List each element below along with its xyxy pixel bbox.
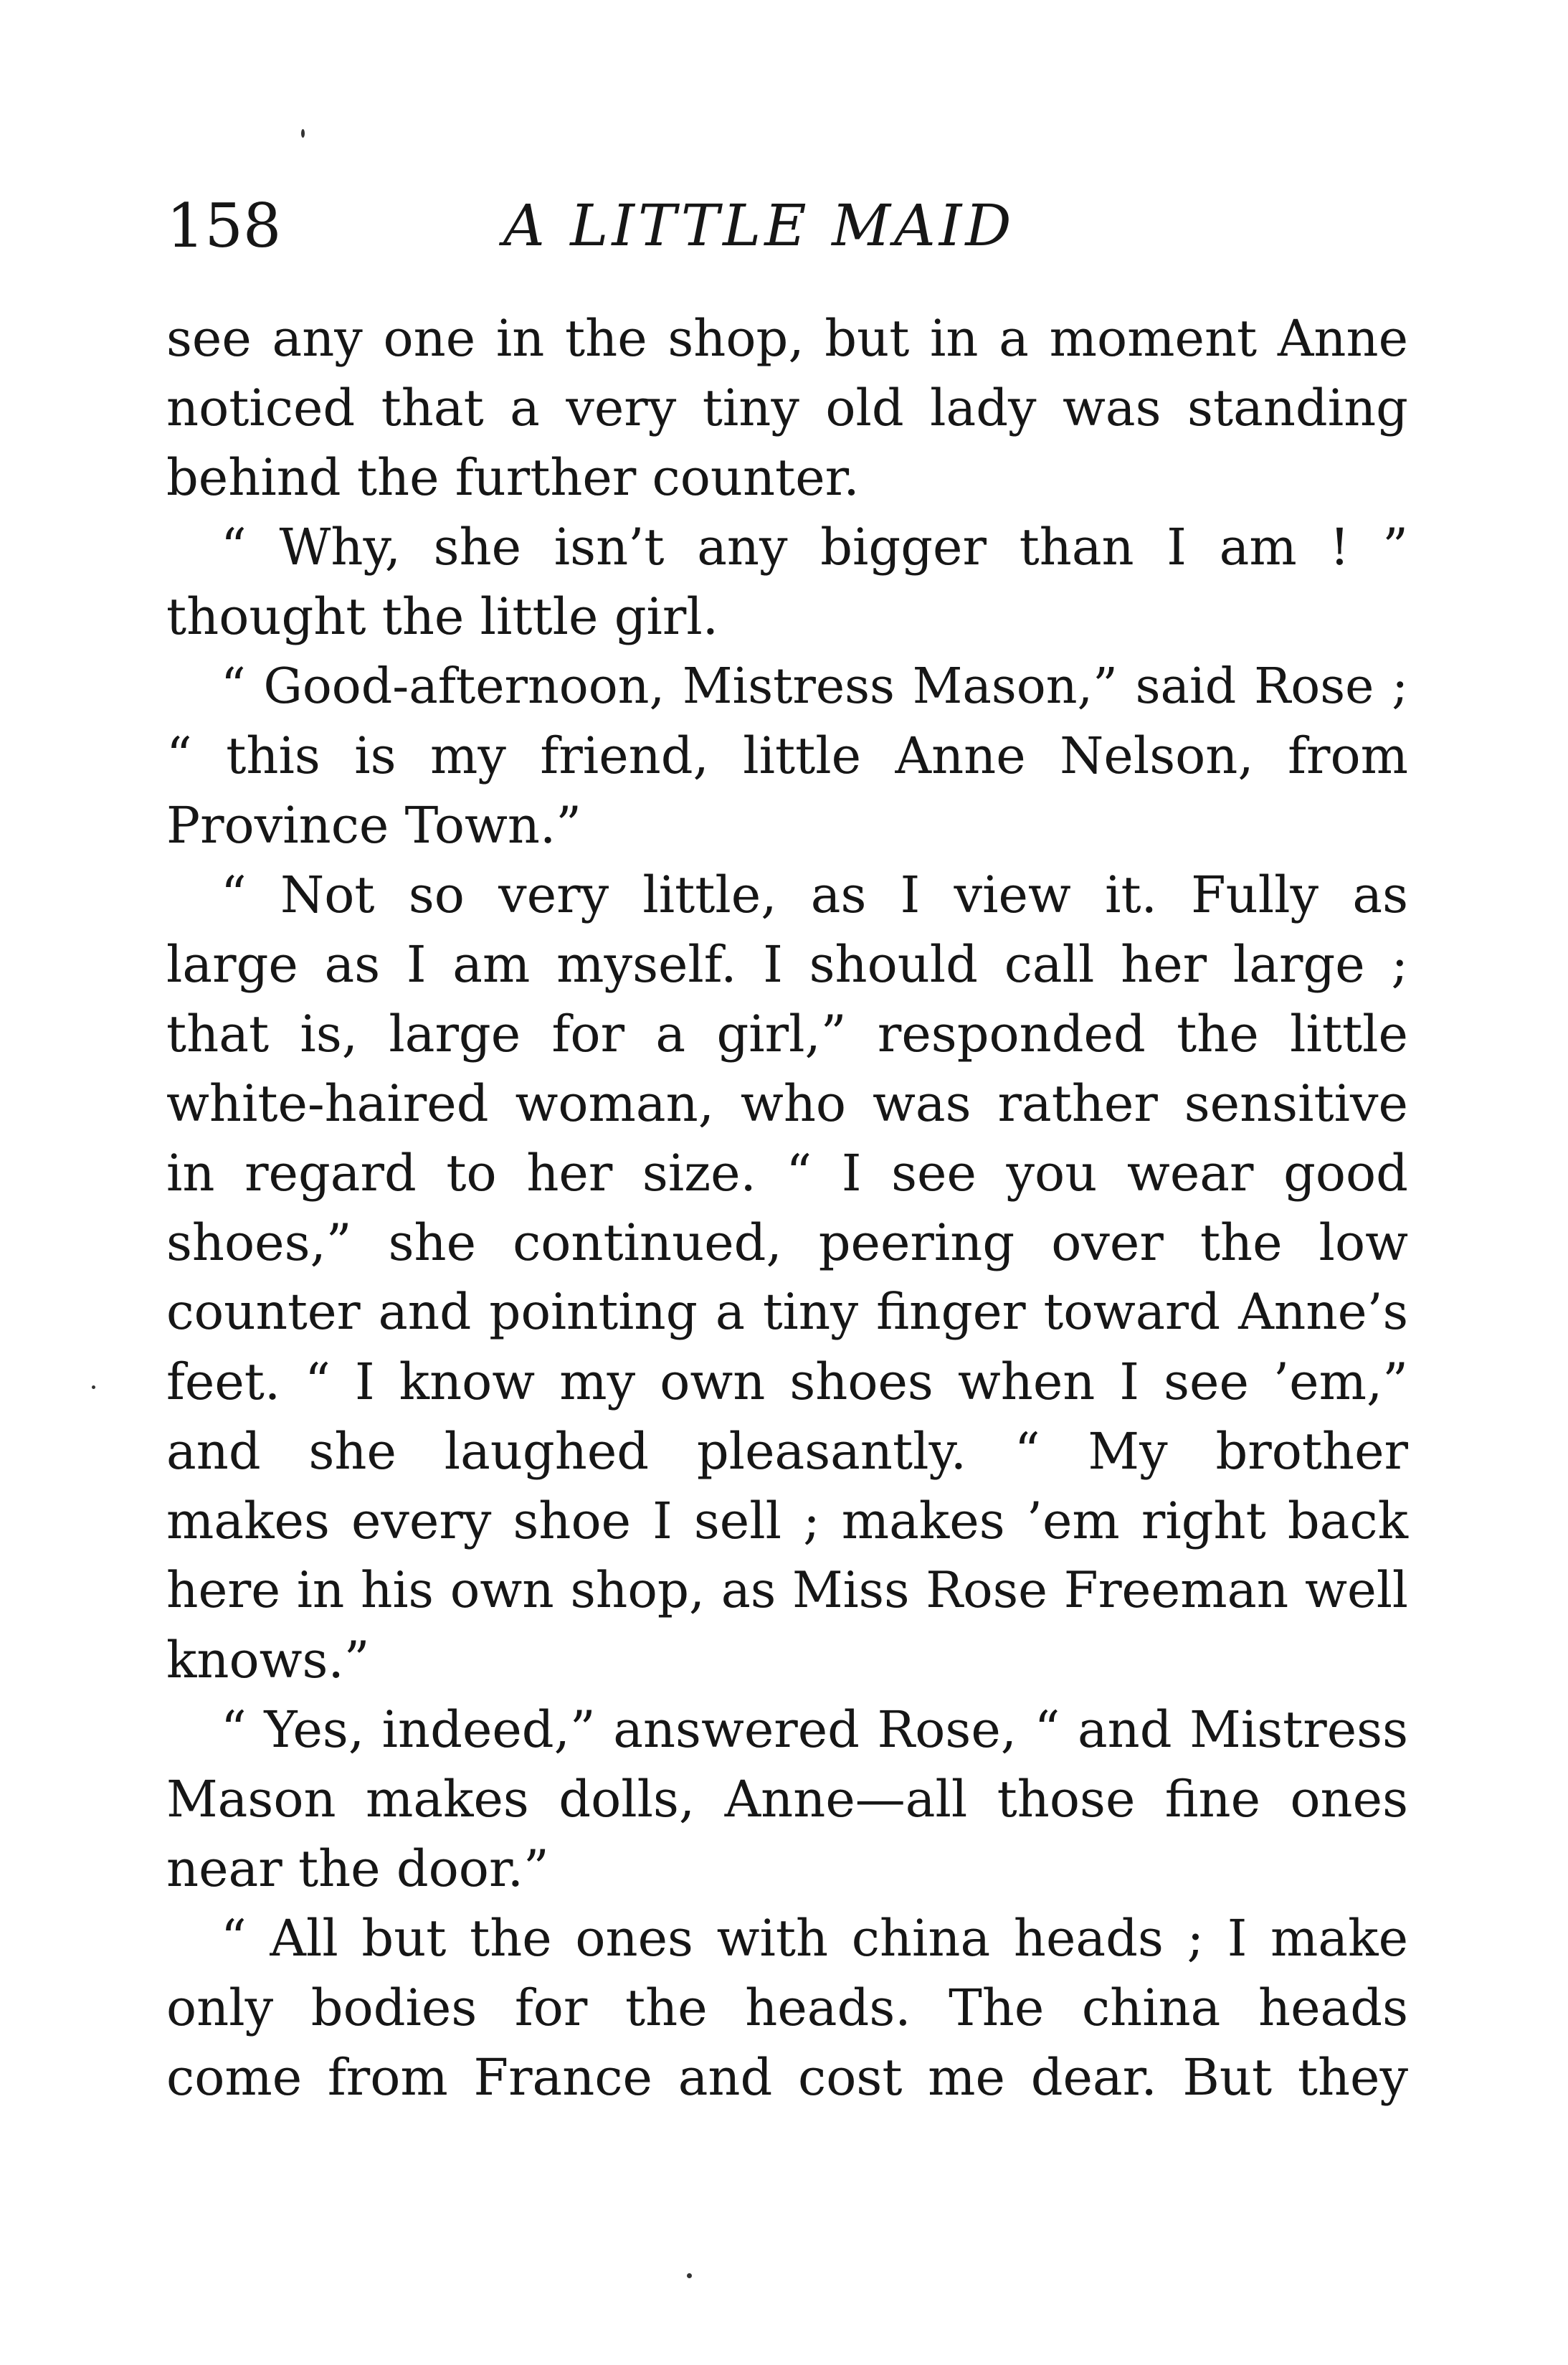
running-title: A LITTLE MAID	[503, 192, 1015, 259]
text-line: “ this is my friend, little Anne Nelson, from	[166, 726, 1408, 785]
print-speck-top	[301, 129, 305, 138]
text-line: behind the further counter.	[166, 448, 860, 507]
text-line: and she laughed pleasantly. “ My brother	[166, 1422, 1408, 1481]
text-line: only bodies for the heads. The china heads	[166, 1978, 1408, 2037]
text-line: counter and pointing a tiny finger toward Anne’s	[166, 1284, 1408, 1341]
text-line: in regard to her size. “ I see you wear good	[166, 1144, 1408, 1203]
text-line: feet. “ I know my own shoes when I see ’em,”	[166, 1352, 1408, 1411]
text-line: that is, large for a girl,” responded the little	[166, 1005, 1408, 1063]
text-line: come from France and cost me dear. But they	[166, 2048, 1408, 2107]
text-line: noticed that a very tiny old lady was standing	[166, 379, 1408, 437]
text-line: “ Why, she isn’t any bigger than I am ! ”	[221, 518, 1408, 577]
text-line: see any one in the shop, but in a moment Anne	[166, 309, 1408, 368]
page-number: 158	[166, 191, 282, 261]
text-line: here in his own shop, as Miss Rose Freeman well	[166, 1562, 1408, 1619]
text-line: “ Good-afternoon, Mistress Mason,” said Rose ;	[221, 658, 1408, 715]
text-line: shoes,” she continued, peering over the low	[166, 1213, 1408, 1272]
text-line: knows.”	[166, 1631, 370, 1689]
body-text	[166, 304, 1408, 2113]
text-line: large as I am myself. I should call her large ;	[166, 935, 1408, 994]
text-line: thought the little girl.	[166, 587, 718, 646]
text-line: “ All but the ones with china heads ; I make	[221, 1909, 1408, 1968]
text-line: makes every shoe I sell ; makes ’em right back	[166, 1492, 1408, 1550]
print-speck-margin	[92, 1385, 95, 1389]
text-line: Province Town.”	[166, 796, 582, 855]
text-line: Mason makes dolls, Anne—all those fine ones	[166, 1770, 1408, 1829]
text-line: near the door.”	[166, 1839, 549, 1898]
text-line: white-haired woman, who was rather sensitive	[166, 1074, 1408, 1133]
running-head	[166, 186, 1407, 265]
print-speck-bottom	[687, 2273, 692, 2278]
text-line: “ Yes, indeed,” answered Rose, “ and Mistress	[221, 1700, 1408, 1759]
text-line: “ Not so very little, as I view it. Fully as	[221, 866, 1408, 924]
